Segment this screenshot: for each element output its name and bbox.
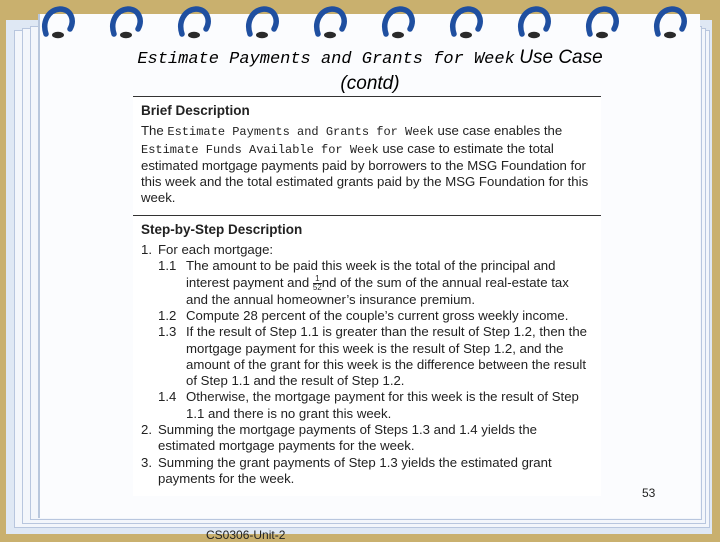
slide-title <box>60 46 680 97</box>
page-number: 53 <box>642 486 656 500</box>
list-item: 1.1 The amount to be paid this week is the total of the principal and interest payment and $\frac{1}{52}$ nd of the sum of the annual real-estate tax and the annual homeowner’s insurance premium. <box>158 258 569 307</box>
steps-list <box>133 242 601 487</box>
notebook-ring-icon <box>312 4 350 44</box>
usecase-name-code: Estimate Payments and Grants for Week <box>167 125 434 140</box>
title-usecase-suffix: Use Case <box>519 47 603 68</box>
notebook-ring-icon <box>108 4 146 44</box>
notebook-ring-icon <box>380 4 418 44</box>
footer-course-label: CS0306-Unit-2 <box>206 528 286 542</box>
title-contd: (contd) <box>340 73 400 94</box>
list-item: 2. Summing the mortgage payments of Steps 1.3 and 1.4 yields the estimated mortgage payments for the week. <box>141 422 537 454</box>
notebook-ring-icon <box>244 4 282 44</box>
usecase-description <box>133 96 601 496</box>
list-item: 1.4 Otherwise, the mortgage payment for this week is the result of Step 1.1 and there is no grant this week. <box>158 389 579 421</box>
brief-description-text: The Estimate Payments and Grants for Week use case enables the Estimate Funds Available for Week use case to estimate the total estimated mortgage payments paid by borrowers to the MSG Foundation for this week and the total estimated grants paid by the MSG Foundation for this week. <box>141 123 589 206</box>
notebook-ring-icon <box>652 4 690 44</box>
step-by-step-heading: Step-by-Step Description <box>141 221 303 237</box>
list-item: 3. Summing the grant payments of Step 1.3 yields the estimated grant payments for the week. <box>141 454 552 486</box>
notebook-ring-icon <box>448 4 486 44</box>
list-item: 1.2 Compute 28 percent of the couple’s current gross weekly income. <box>158 307 569 323</box>
list-item: 1.3 If the result of Step 1.1 is greater than the result of Step 1.2, then the mortgage payment for this week is the result of Step 1.2, and the amount of the grant for this week is the difference between the result of Step 1.1 and the result of Step 1.2. <box>158 324 588 389</box>
brief-description-heading: Brief Description <box>141 103 250 118</box>
usecase-name-code: Estimate Funds Available for Week <box>141 142 379 157</box>
fraction: $\frac{1}{52}$ <box>312 273 322 292</box>
notebook-ring-icon <box>176 4 214 44</box>
notebook-ring-icon <box>40 4 78 44</box>
title-usecase-name: Estimate Payments and Grants for Week <box>137 50 515 69</box>
list-item: 1. For each mortgage: <box>141 242 274 258</box>
notebook-ring-icon <box>584 4 622 44</box>
notebook-ring-icon <box>516 4 554 44</box>
